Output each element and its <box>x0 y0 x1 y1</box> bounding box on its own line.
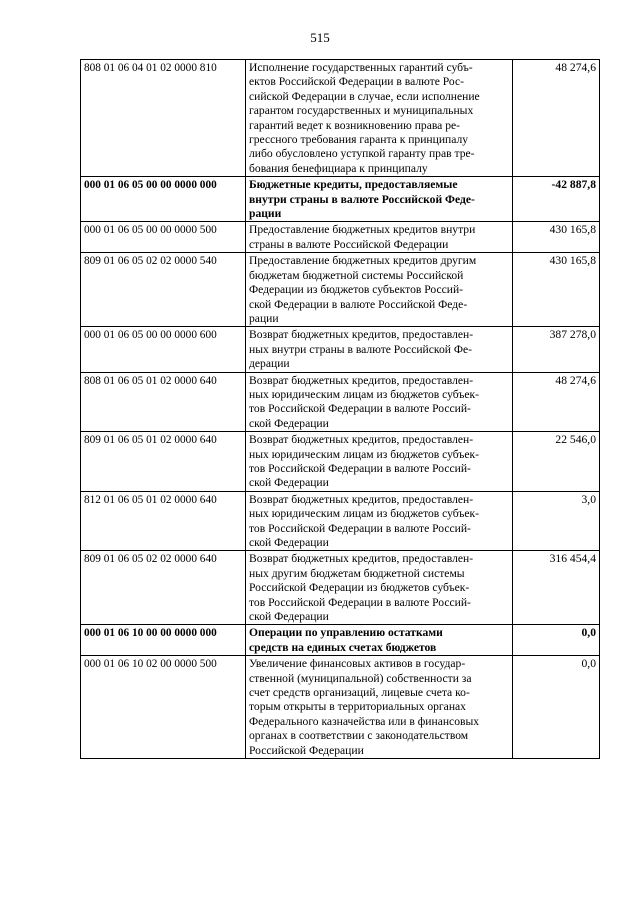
budget-code-cell: 809 01 06 05 02 02 0000 640 <box>81 551 246 625</box>
description-line: счет средств организаций, лицевые счета ко- <box>249 686 470 700</box>
budget-code-cell: 000 01 06 05 00 00 0000 000 <box>81 177 246 222</box>
description-line: Операции по управлению остатками <box>249 626 443 640</box>
table-row <box>81 253 600 327</box>
description-cell <box>246 432 513 492</box>
description-line: Российской Федерации <box>249 743 364 757</box>
description-line: сийской Федерации в случае, если исполнение <box>249 89 480 103</box>
budget-table <box>80 59 600 759</box>
description-cell <box>246 491 513 551</box>
description-line: торым открыты в территориальных органах <box>249 700 466 714</box>
description-line: рации <box>249 207 282 221</box>
budget-code-cell: 808 01 06 04 01 02 0000 810 <box>81 60 246 177</box>
description-line: ных юридическим лицам из бюджетов субъек- <box>249 507 480 521</box>
description-line: гарантом государственных и муниципальных <box>249 104 474 118</box>
table-row <box>81 327 600 372</box>
description-cell <box>246 372 513 432</box>
table-row <box>81 432 600 492</box>
budget-table-body <box>81 60 600 759</box>
table-row <box>81 625 600 656</box>
description-line: Исполнение государственных гарантий субъ- <box>249 61 473 74</box>
page-number: 515 <box>310 30 330 45</box>
description-line: тов Российской Федерации в валюте Россий- <box>249 402 471 416</box>
description-cell <box>246 327 513 372</box>
table-row <box>81 222 600 253</box>
description-cell <box>246 177 513 222</box>
description-line: бюджетам бюджетной системы Российской <box>249 268 464 282</box>
description-line: либо обусловлено уступкой гаранту прав тре- <box>249 147 475 161</box>
budget-code-cell: 808 01 06 05 01 02 0000 640 <box>81 372 246 432</box>
description-line: тов Российской Федерации в валюте Россий- <box>249 461 471 475</box>
amount-cell: 387 278,0 <box>513 327 600 372</box>
amount-cell: 48 274,6 <box>513 60 600 177</box>
table-row <box>81 177 600 222</box>
description-line: Российской Федерации из бюджетов субъек- <box>249 581 470 595</box>
description-line: Федерального казначейства или в финансовых <box>249 714 480 728</box>
description-line: грессного требования гаранта к принципалу <box>249 133 469 147</box>
description-cell <box>246 222 513 253</box>
description-line: ных внутри страны в валюте Российской Фе- <box>249 342 473 356</box>
table-row <box>81 656 600 759</box>
budget-code-cell: 812 01 06 05 01 02 0000 640 <box>81 491 246 551</box>
description-line: внутри страны в валюте Российской Феде- <box>249 192 475 206</box>
table-row <box>81 372 600 432</box>
description-line: Возврат бюджетных кредитов, предоставлен- <box>249 373 474 387</box>
description-line: дерации <box>249 357 290 371</box>
description-line: тов Российской Федерации в валюте Россий- <box>249 595 471 609</box>
amount-cell: 430 165,8 <box>513 222 600 253</box>
amount-cell: 430 165,8 <box>513 253 600 327</box>
description-line: ской Федерации <box>249 610 329 624</box>
description-cell <box>246 60 513 177</box>
description-cell <box>246 253 513 327</box>
description-line: бования бенефициара к принципалу <box>249 161 428 175</box>
description-line: средств на единых счетах бюджетов <box>249 640 437 654</box>
description-line: Возврат бюджетных кредитов, предоставлен- <box>249 328 474 342</box>
amount-cell: 0,0 <box>513 625 600 656</box>
description-line: Предоставление бюджетных кредитов другим <box>249 254 477 268</box>
description-line: рации <box>249 311 279 325</box>
amount-cell: 3,0 <box>513 491 600 551</box>
description-line: органах в соответствии с законодательством <box>249 729 469 743</box>
description-line: ской Федерации <box>249 476 329 490</box>
amount-cell: 0,0 <box>513 656 600 759</box>
budget-code-cell: 000 01 06 05 00 00 0000 500 <box>81 222 246 253</box>
description-line: Возврат бюджетных кредитов, предоставлен- <box>249 433 474 447</box>
budget-code-cell: 000 01 06 10 02 00 0000 500 <box>81 656 246 759</box>
description-line: Федерации из бюджетов субъектов Россий- <box>249 283 464 297</box>
table-row <box>81 551 600 625</box>
description-line: Возврат бюджетных кредитов, предоставлен- <box>249 492 474 506</box>
amount-cell: -42 887,8 <box>513 177 600 222</box>
description-line: ской Федерации в валюте Российской Феде- <box>249 297 468 311</box>
description-line: ственной (муниципальной) собственности за <box>249 671 472 685</box>
budget-code-cell: 809 01 06 05 01 02 0000 640 <box>81 432 246 492</box>
description-line: тов Российской Федерации в валюте Россий- <box>249 521 471 535</box>
description-cell <box>246 625 513 656</box>
description-line: Возврат бюджетных кредитов, предоставлен- <box>249 552 474 566</box>
description-line: ных другим бюджетам бюджетной системы <box>249 566 465 580</box>
budget-code-cell: 000 01 06 05 00 00 0000 600 <box>81 327 246 372</box>
description-cell <box>246 551 513 625</box>
description-line: ской Федерации <box>249 536 329 549</box>
amount-cell: 22 546,0 <box>513 432 600 492</box>
budget-code-cell: 000 01 06 10 00 00 0000 000 <box>81 625 246 656</box>
budget-code-cell: 809 01 06 05 02 02 0000 540 <box>81 253 246 327</box>
description-line: ектов Российской Федерации в валюте Рос- <box>249 75 464 89</box>
table-row <box>81 491 600 551</box>
description-line: страны в валюте Российской Федерации <box>249 237 449 251</box>
description-line: гарантий ведет к возникновению права ре- <box>249 118 461 132</box>
description-line: Увеличение финансовых активов в государ- <box>249 657 466 671</box>
amount-cell: 316 454,4 <box>513 551 600 625</box>
description-line: ных юридическим лицам из бюджетов субъек- <box>249 387 480 401</box>
description-line: Предоставление бюджетных кредитов внутри <box>249 223 476 237</box>
description-line: ных юридическим лицам из бюджетов субъек- <box>249 447 480 461</box>
amount-cell: 48 274,6 <box>513 372 600 432</box>
description-line: Бюджетные кредиты, предоставляемые <box>249 178 458 192</box>
table-row <box>81 60 600 177</box>
description-cell <box>246 656 513 759</box>
description-line: ской Федерации <box>249 416 329 430</box>
